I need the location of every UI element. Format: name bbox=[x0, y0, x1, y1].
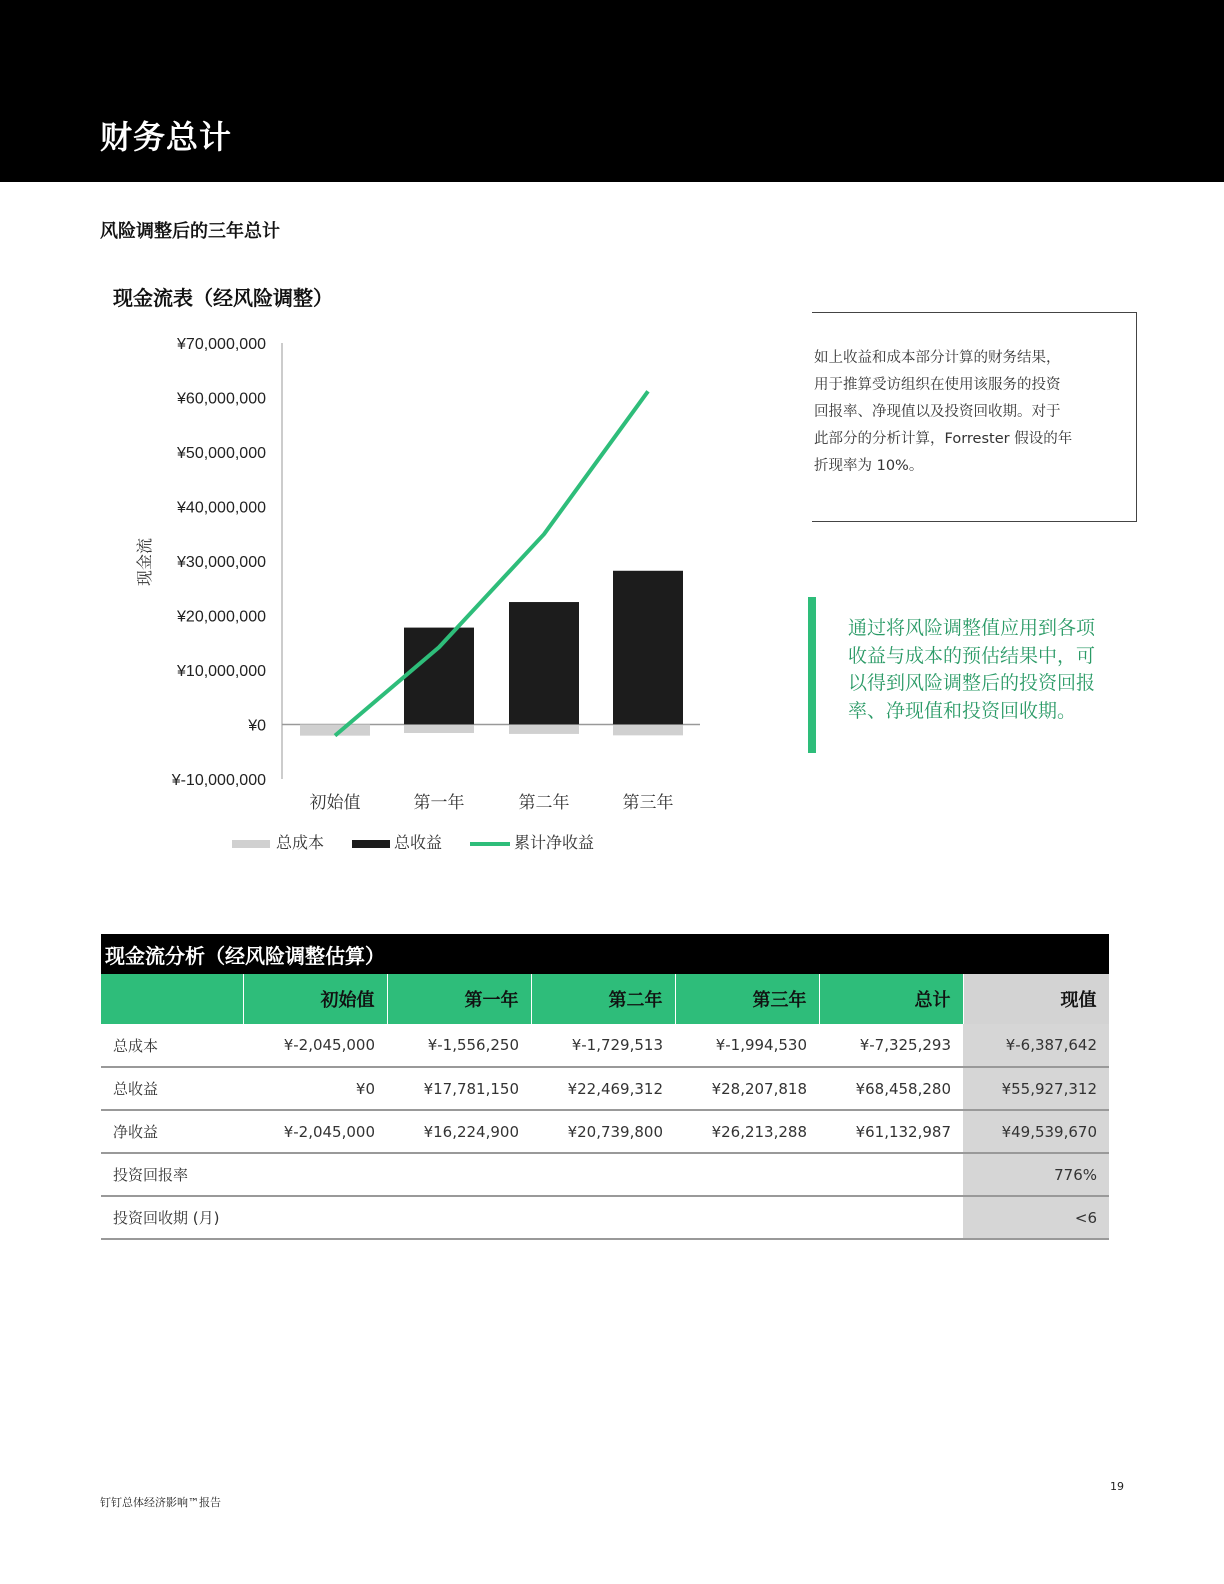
x-tick-label: 第二年 bbox=[518, 793, 570, 813]
footer-text: 钉钉总体经济影响™报告 bbox=[100, 1496, 221, 1509]
table-cell bbox=[387, 1153, 531, 1196]
legend-benefit-swatch bbox=[352, 840, 390, 848]
cashflow-table-grid bbox=[101, 974, 1110, 1240]
table-cell: ¥22,469,312 bbox=[531, 1067, 675, 1110]
table-header-cell: 第三年 bbox=[675, 974, 819, 1024]
table-cell: ¥-1,556,250 bbox=[387, 1024, 531, 1067]
table-cell: ¥17,781,150 bbox=[387, 1067, 531, 1110]
info-line: 折现率为 10%。 bbox=[814, 458, 924, 474]
table-cell: ¥16,224,900 bbox=[387, 1110, 531, 1153]
table-cell: ¥68,458,280 bbox=[819, 1067, 963, 1110]
table-header-cell: 第二年 bbox=[531, 974, 675, 1024]
table-cell: ¥-2,045,000 bbox=[243, 1024, 387, 1067]
chart-title: 现金流表（经风险调整） bbox=[113, 286, 333, 310]
benefit-bar bbox=[613, 571, 683, 725]
table-header-cell: 初始值 bbox=[243, 974, 387, 1024]
info-line: 回报率、净现值以及投资回收期。对于 bbox=[814, 404, 1061, 420]
table-cell: ¥-1,729,513 bbox=[531, 1024, 675, 1067]
table-row bbox=[101, 1153, 1109, 1196]
cashflow-table bbox=[101, 934, 1109, 1240]
page-number: 19 bbox=[1110, 1480, 1124, 1493]
row-label: 总成本 bbox=[101, 1024, 243, 1067]
table-cell: ¥-1,994,530 bbox=[675, 1024, 819, 1067]
x-tick-label: 第三年 bbox=[622, 793, 674, 813]
callout-accent-bar bbox=[808, 597, 816, 753]
table-header-row bbox=[101, 974, 1109, 1024]
info-line: 如上收益和成本部分计算的财务结果， bbox=[814, 350, 1061, 366]
present-value-cell: ¥55,927,312 bbox=[963, 1067, 1109, 1110]
cost-bar bbox=[509, 725, 579, 734]
table-header-cell: 第一年 bbox=[387, 974, 531, 1024]
table-cell bbox=[675, 1196, 819, 1239]
info-box bbox=[812, 312, 1137, 522]
legend-cost-swatch bbox=[232, 840, 270, 848]
callout-line: 通过将风险调整值应用到各项 bbox=[848, 617, 1096, 639]
y-tick-label: ¥60,000,000 bbox=[177, 390, 266, 408]
y-axis-label: 现金流 bbox=[135, 537, 154, 587]
benefit-bar bbox=[509, 602, 579, 724]
present-value-cell: 776% bbox=[963, 1153, 1109, 1196]
table-cell: ¥26,213,288 bbox=[675, 1110, 819, 1153]
table-cell: ¥-7,325,293 bbox=[819, 1024, 963, 1067]
y-tick-label: ¥20,000,000 bbox=[177, 608, 266, 626]
table-cell bbox=[531, 1196, 675, 1239]
callout-line: 以得到风险调整后的投资回报 bbox=[848, 672, 1096, 694]
table-title: 现金流分析（经风险调整估算） bbox=[101, 934, 1109, 974]
table-row bbox=[101, 1067, 1109, 1110]
cost-bar bbox=[613, 725, 683, 736]
table-cell: ¥61,132,987 bbox=[819, 1110, 963, 1153]
row-label: 净收益 bbox=[101, 1110, 243, 1153]
cost-bar bbox=[404, 725, 474, 733]
info-line: 此部分的分析计算，Forrester 假设的年 bbox=[814, 431, 1073, 447]
legend-cost-label: 总成本 bbox=[276, 833, 325, 852]
table-row bbox=[101, 1024, 1109, 1067]
callout-line: 收益与成本的预估结果中，可 bbox=[848, 644, 1096, 667]
table-header-present-value: 现值 bbox=[963, 974, 1109, 1024]
row-label: 投资回报率 bbox=[101, 1153, 243, 1196]
table-cell: ¥-2,045,000 bbox=[243, 1110, 387, 1153]
y-tick-label: ¥30,000,000 bbox=[177, 554, 266, 571]
present-value-cell: ¥49,539,670 bbox=[963, 1110, 1109, 1153]
table-cell bbox=[819, 1196, 963, 1239]
table-row bbox=[101, 1110, 1109, 1153]
info-line: 用于推算受访组织在使用该服务的投资 bbox=[814, 377, 1061, 393]
net-benefit-line bbox=[335, 391, 648, 735]
table-cell: ¥20,739,800 bbox=[531, 1110, 675, 1153]
info-text bbox=[814, 345, 1094, 480]
table-cell bbox=[531, 1153, 675, 1196]
table-header-cell bbox=[101, 974, 243, 1024]
x-tick-label: 初始值 bbox=[309, 793, 361, 813]
table-header-cell: 总计 bbox=[819, 974, 963, 1024]
legend-net-label: 累计净收益 bbox=[514, 833, 595, 852]
y-tick-label: ¥50,000,000 bbox=[177, 445, 266, 462]
callout-text bbox=[848, 615, 1118, 725]
y-tick-label: ¥10,000,000 bbox=[177, 663, 266, 680]
table-row bbox=[101, 1196, 1109, 1239]
table-cell bbox=[243, 1196, 387, 1239]
page-title: 财务总计 bbox=[100, 118, 233, 156]
cashflow-chart bbox=[0, 0, 800, 880]
table-cell bbox=[819, 1153, 963, 1196]
table-cell: ¥28,207,818 bbox=[675, 1067, 819, 1110]
row-label: 总收益 bbox=[101, 1067, 243, 1110]
table-cell bbox=[387, 1196, 531, 1239]
section-heading: 风险调整后的三年总计 bbox=[100, 221, 280, 242]
y-tick-label: ¥0 bbox=[248, 717, 266, 735]
y-tick-label: ¥40,000,000 bbox=[177, 499, 266, 517]
row-label: 投资回收期 (月) bbox=[101, 1196, 243, 1239]
callout-line: 率、净现值和投资回收期。 bbox=[848, 699, 1077, 722]
present-value-cell: ¥-6,387,642 bbox=[963, 1024, 1109, 1067]
table-cell bbox=[243, 1153, 387, 1196]
table-cell bbox=[675, 1153, 819, 1196]
table-cell: ¥0 bbox=[243, 1067, 387, 1110]
present-value-cell: <6 bbox=[963, 1196, 1109, 1239]
x-tick-label: 第一年 bbox=[413, 793, 465, 813]
y-tick-label: ¥70,000,000 bbox=[177, 336, 266, 353]
y-tick-label: ¥-10,000,000 bbox=[171, 772, 266, 789]
benefit-bar bbox=[404, 628, 474, 725]
legend-benefit-label: 总收益 bbox=[394, 833, 443, 852]
